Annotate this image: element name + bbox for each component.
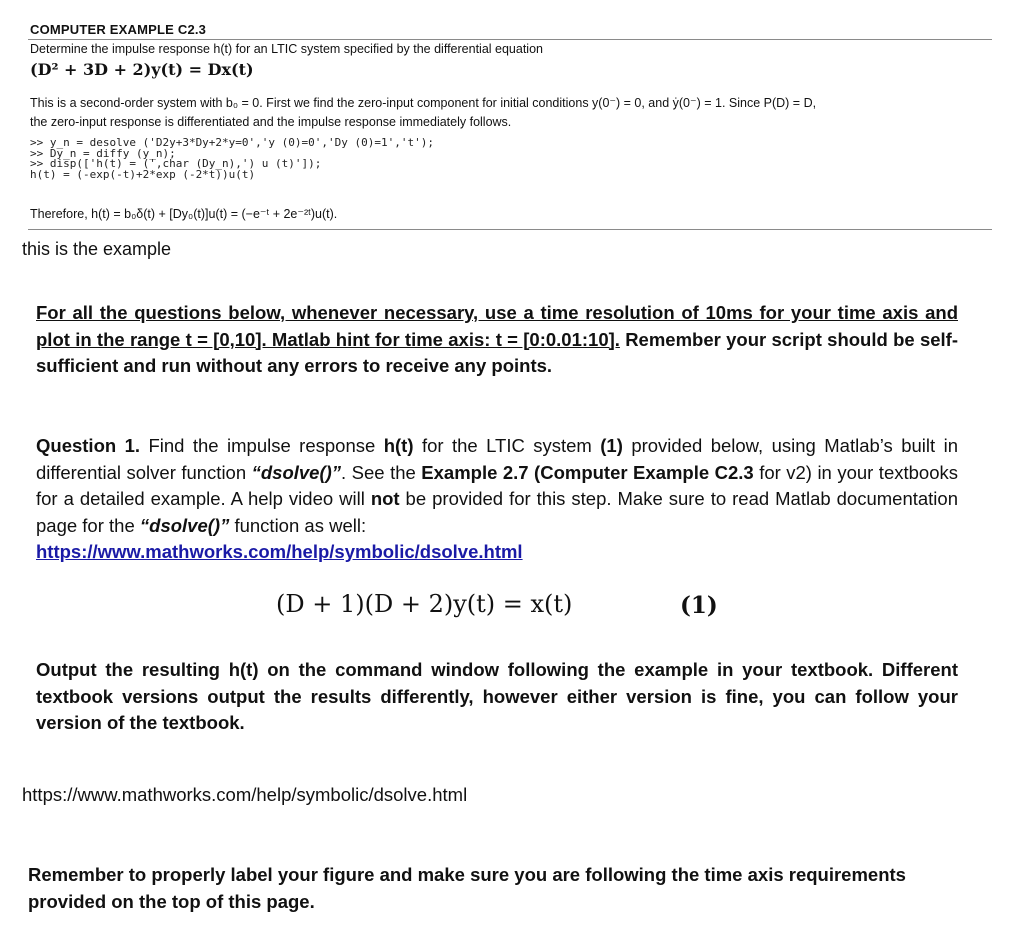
ht-term: h(t) bbox=[228, 659, 259, 680]
example-note: this is the example bbox=[22, 239, 172, 259]
text: . See the bbox=[341, 461, 422, 483]
function-name: “dsolve()” bbox=[139, 514, 230, 536]
requirements-paragraph bbox=[36, 300, 958, 380]
matlab-code-block bbox=[30, 138, 434, 180]
code-line: >> Dy_n = diffy (y_n); bbox=[30, 146, 176, 160]
text: for v2) in your textbooks for a detailed example. A help video will bbox=[36, 461, 958, 509]
example-conclusion: Therefore, h(t) = b₀δ(t) + [Dy₀(t)]u(t) = (−e⁻ᵗ + 2e⁻²ᵗ)u(t). bbox=[30, 207, 338, 221]
requirements-underlined: For all the questions below, whenever necessary, use a time resolution of 10ms for your time axis and plot in the range t = [0,10]. Matlab hint for time axis: t = [0:0.01:10]. bbox=[36, 302, 958, 350]
ht-term: h(t) bbox=[383, 435, 414, 456]
requirements-rest: Remember your script should be self-sufficient and run without any errors to receive any points. bbox=[36, 328, 958, 376]
equation-1-number: (1) bbox=[680, 592, 718, 619]
text: be provided for this step. Make sure to read Matlab documentation page for the bbox=[36, 488, 958, 536]
text: for the LTIC system bbox=[413, 435, 601, 456]
function-name: “dsolve()” bbox=[251, 461, 342, 483]
example-body-line: This is a second-order system with b₀ = 0. First we find the zero-input component for initial conditions y(0⁻) = 0, and ẏ(0⁻) = 1. Since P(D) = D, bbox=[30, 96, 817, 110]
dsolve-doc-link[interactable]: https://www.mathworks.com/help/symbolic/dsolve.html bbox=[36, 541, 523, 562]
text: Find the impulse response bbox=[140, 435, 384, 456]
remember-note: Remember to properly label your figure and make sure you are following the time axis requirements provided on the top of this page. bbox=[28, 864, 906, 912]
text: Output the resulting bbox=[36, 659, 229, 680]
dsolve-url-text: https://www.mathworks.com/help/symbolic/dsolve.html bbox=[22, 784, 468, 805]
example-prompt: Determine the impulse response h(t) for an LTIC system specified by the differential equation bbox=[30, 42, 543, 56]
code-line: >> disp(['h(t) = (',char (Dy_n),') u (t)']); bbox=[30, 157, 322, 170]
equation-ref: (1) bbox=[600, 435, 623, 456]
question-label: Question 1. bbox=[36, 435, 141, 456]
text: on the command window following the example in your textbook. Different textbook versions output the results differently, however either version is fine, you can follow your version of the textbook. bbox=[36, 659, 958, 733]
example-title: COMPUTER EXAMPLE C2.3 bbox=[30, 22, 207, 37]
emphasis-not: not bbox=[370, 488, 400, 509]
text: provided below, using Matlab’s built in differential solver function bbox=[36, 435, 958, 483]
example-equation: (D² + 3D + 2)y(t) = Dx(t) bbox=[30, 60, 254, 79]
text: function as well: bbox=[229, 514, 367, 536]
output-paragraph bbox=[36, 657, 958, 737]
code-line: h(t) = (-exp(-t)+2*exp (-2*t))u(t) bbox=[30, 167, 256, 181]
example-body bbox=[30, 94, 996, 132]
divider bbox=[28, 229, 992, 230]
equation-1: (D + 1)(D + 2)y(t) = x(t) bbox=[276, 590, 573, 618]
question-1-paragraph bbox=[36, 433, 958, 566]
example-ref: Example 2.7 (Computer Example C2.3 bbox=[421, 461, 754, 483]
divider bbox=[28, 39, 992, 40]
example-body-line: the zero-input response is differentiated and the impulse response immediately follows. bbox=[30, 115, 512, 129]
code-line: >> y_n = desolve ('D2y+3*Dy+2*y=0','y (0)=0','Dy (0)=1','t'); bbox=[30, 136, 434, 149]
